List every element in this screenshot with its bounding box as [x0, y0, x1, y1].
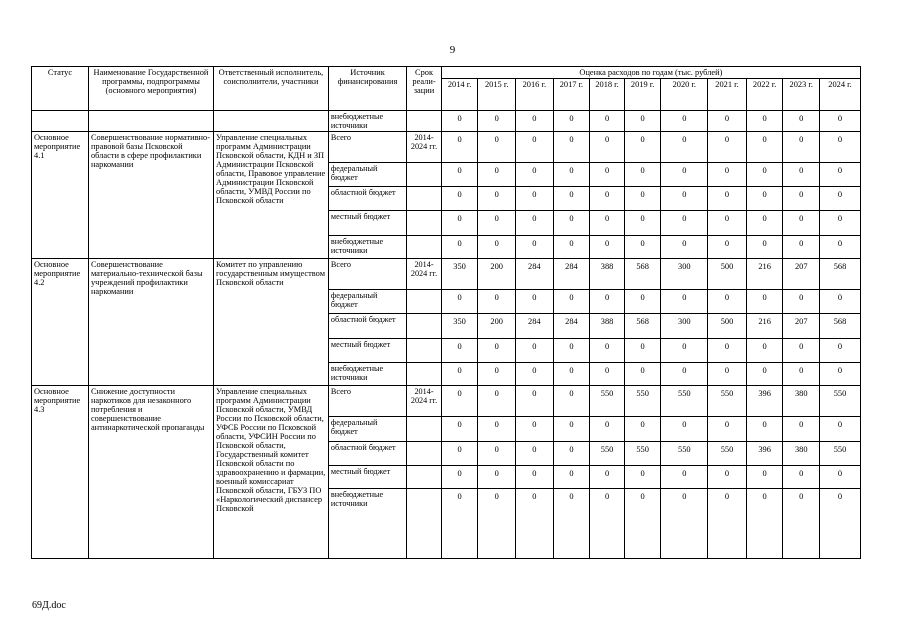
- value-cell: 0: [661, 236, 708, 259]
- responsible-cell: [214, 111, 329, 132]
- value-cell: 0: [624, 132, 661, 163]
- value-cell: 0: [661, 211, 708, 236]
- header-year: 2018 г.: [590, 79, 625, 111]
- value-cell: 216: [746, 314, 783, 339]
- value-cell: 0: [661, 417, 708, 442]
- period-cell: [407, 163, 442, 187]
- value-cell: 0: [708, 466, 747, 489]
- period-cell: [407, 489, 442, 559]
- value-cell: 0: [820, 111, 861, 132]
- source-cell: местный бюджет: [328, 211, 406, 236]
- value-cell: 0: [441, 386, 478, 417]
- value-cell: 0: [516, 111, 554, 132]
- value-cell: 0: [441, 211, 478, 236]
- value-cell: 0: [478, 339, 516, 363]
- value-cell: 0: [661, 363, 708, 386]
- period-cell: [407, 211, 442, 236]
- value-cell: 0: [783, 211, 820, 236]
- header-year: 2021 г.: [708, 79, 747, 111]
- value-cell: 380: [783, 386, 820, 417]
- value-cell: 0: [746, 132, 783, 163]
- value-cell: 550: [624, 386, 661, 417]
- value-cell: 0: [708, 489, 747, 559]
- value-cell: 0: [708, 111, 747, 132]
- value-cell: 0: [478, 442, 516, 466]
- source-cell: областной бюджет: [328, 442, 406, 466]
- value-cell: 0: [590, 489, 625, 559]
- header-period: Срок реали-зации: [407, 67, 442, 111]
- value-cell: 0: [708, 211, 747, 236]
- value-cell: 0: [624, 211, 661, 236]
- value-cell: 0: [590, 187, 625, 211]
- value-cell: 0: [624, 363, 661, 386]
- status-cell: [32, 111, 89, 132]
- value-cell: 0: [553, 187, 590, 211]
- value-cell: 0: [624, 187, 661, 211]
- value-cell: 0: [746, 290, 783, 314]
- name-cell: Совершенствование нормативно-правовой базы Псковской области в сфере профилактики наркомании: [88, 132, 213, 259]
- period-cell: 2014-2024 гг.: [407, 132, 442, 163]
- value-cell: 0: [783, 466, 820, 489]
- value-cell: 0: [478, 489, 516, 559]
- value-cell: 0: [478, 290, 516, 314]
- value-cell: 0: [516, 187, 554, 211]
- value-cell: 568: [624, 314, 661, 339]
- value-cell: 0: [478, 386, 516, 417]
- source-cell: федеральный бюджет: [328, 417, 406, 442]
- value-cell: 0: [441, 163, 478, 187]
- period-cell: [407, 236, 442, 259]
- value-cell: 0: [624, 466, 661, 489]
- value-cell: 0: [553, 442, 590, 466]
- value-cell: 0: [820, 163, 861, 187]
- period-cell: [407, 466, 442, 489]
- period-cell: [407, 417, 442, 442]
- value-cell: 0: [553, 211, 590, 236]
- value-cell: 0: [590, 211, 625, 236]
- value-cell: 0: [441, 132, 478, 163]
- name-cell: [88, 111, 213, 132]
- value-cell: 0: [516, 386, 554, 417]
- period-cell: [407, 314, 442, 339]
- value-cell: 0: [478, 466, 516, 489]
- header-year: 2023 г.: [783, 79, 820, 111]
- header-year: 2022 г.: [746, 79, 783, 111]
- value-cell: 200: [478, 314, 516, 339]
- header-year: 2015 г.: [478, 79, 516, 111]
- value-cell: 0: [516, 211, 554, 236]
- value-cell: 0: [746, 466, 783, 489]
- value-cell: 0: [624, 417, 661, 442]
- source-cell: федеральный бюджет: [328, 163, 406, 187]
- value-cell: 0: [590, 163, 625, 187]
- value-cell: 0: [441, 290, 478, 314]
- value-cell: 300: [661, 259, 708, 290]
- value-cell: 0: [746, 417, 783, 442]
- value-cell: 0: [820, 489, 861, 559]
- value-cell: 0: [590, 132, 625, 163]
- value-cell: 0: [553, 236, 590, 259]
- value-cell: 0: [478, 132, 516, 163]
- header-year: 2016 г.: [516, 79, 554, 111]
- value-cell: 0: [553, 111, 590, 132]
- header-year: 2014 г.: [441, 79, 478, 111]
- value-cell: 0: [661, 132, 708, 163]
- value-cell: 0: [478, 363, 516, 386]
- period-cell: [407, 339, 442, 363]
- value-cell: 0: [746, 163, 783, 187]
- value-cell: 0: [516, 466, 554, 489]
- value-cell: 0: [820, 211, 861, 236]
- value-cell: 207: [783, 314, 820, 339]
- value-cell: 0: [478, 163, 516, 187]
- source-cell: внебюджетные источники: [328, 489, 406, 559]
- value-cell: 0: [516, 132, 554, 163]
- value-cell: 0: [661, 466, 708, 489]
- value-cell: 0: [516, 290, 554, 314]
- value-cell: 0: [553, 132, 590, 163]
- value-cell: 0: [441, 442, 478, 466]
- responsible-cell: Комитет по управлению государственным имуществом Псковской области: [214, 259, 329, 386]
- table-row: [32, 132, 861, 163]
- source-cell: местный бюджет: [328, 466, 406, 489]
- period-cell: [407, 442, 442, 466]
- value-cell: 284: [553, 259, 590, 290]
- value-cell: 0: [516, 442, 554, 466]
- value-cell: 0: [820, 466, 861, 489]
- value-cell: 0: [478, 187, 516, 211]
- header-responsible: Ответственный исполнитель, соисполнители, участники: [214, 67, 329, 111]
- value-cell: 0: [661, 111, 708, 132]
- value-cell: 0: [590, 236, 625, 259]
- value-cell: 0: [478, 211, 516, 236]
- value-cell: 0: [661, 290, 708, 314]
- header-year: 2017 г.: [553, 79, 590, 111]
- value-cell: 0: [590, 417, 625, 442]
- value-cell: 0: [708, 290, 747, 314]
- value-cell: 500: [708, 314, 747, 339]
- value-cell: 0: [516, 489, 554, 559]
- value-cell: 0: [516, 417, 554, 442]
- header-year: 2019 г.: [624, 79, 661, 111]
- value-cell: 568: [624, 259, 661, 290]
- value-cell: 0: [516, 236, 554, 259]
- value-cell: 350: [441, 259, 478, 290]
- value-cell: 0: [553, 417, 590, 442]
- value-cell: 396: [746, 386, 783, 417]
- value-cell: 388: [590, 314, 625, 339]
- value-cell: 550: [820, 442, 861, 466]
- value-cell: 0: [746, 339, 783, 363]
- source-cell: Всего: [328, 259, 406, 290]
- source-cell: областной бюджет: [328, 314, 406, 339]
- period-cell: [407, 111, 442, 132]
- value-cell: 0: [708, 163, 747, 187]
- value-cell: 0: [441, 489, 478, 559]
- value-cell: 0: [590, 466, 625, 489]
- value-cell: 0: [746, 187, 783, 211]
- value-cell: 350: [441, 314, 478, 339]
- value-cell: 0: [441, 187, 478, 211]
- value-cell: 200: [478, 259, 516, 290]
- table-row: [32, 111, 861, 132]
- value-cell: 550: [661, 442, 708, 466]
- name-cell: Совершенствование материально-технической базы учреждений профилактики наркомании: [88, 259, 213, 386]
- table-row: [32, 386, 861, 417]
- value-cell: 550: [624, 442, 661, 466]
- value-cell: 550: [708, 386, 747, 417]
- value-cell: 0: [783, 236, 820, 259]
- value-cell: 0: [624, 290, 661, 314]
- value-cell: 0: [820, 187, 861, 211]
- value-cell: 0: [553, 290, 590, 314]
- value-cell: 0: [516, 339, 554, 363]
- value-cell: 0: [624, 489, 661, 559]
- value-cell: 0: [661, 187, 708, 211]
- value-cell: 0: [661, 489, 708, 559]
- value-cell: 0: [708, 236, 747, 259]
- value-cell: 0: [441, 466, 478, 489]
- value-cell: 0: [516, 363, 554, 386]
- value-cell: 284: [516, 314, 554, 339]
- header-row-top: [32, 67, 861, 79]
- value-cell: 0: [783, 489, 820, 559]
- header-source: Источник финансирования: [328, 67, 406, 111]
- value-cell: 0: [624, 163, 661, 187]
- value-cell: 0: [478, 236, 516, 259]
- page-number: 9: [449, 44, 456, 56]
- value-cell: 284: [516, 259, 554, 290]
- value-cell: 0: [746, 111, 783, 132]
- status-cell: Основное мероприятие 4.3: [32, 386, 89, 559]
- value-cell: 0: [590, 339, 625, 363]
- value-cell: 550: [820, 386, 861, 417]
- value-cell: 0: [746, 363, 783, 386]
- value-cell: 300: [661, 314, 708, 339]
- value-cell: 0: [746, 211, 783, 236]
- value-cell: 0: [553, 466, 590, 489]
- value-cell: 550: [590, 442, 625, 466]
- value-cell: 0: [553, 363, 590, 386]
- header-year: 2020 г.: [661, 79, 708, 111]
- value-cell: 0: [783, 187, 820, 211]
- value-cell: 0: [441, 339, 478, 363]
- responsible-cell: Управление специальных программ Администрации Псковской области, УМВД России по Псковской области, УФСБ России по Псковской области, УФСИН России по Псковской области, Государственный комитет Псковской области по здравоохранению и фармации, военный комиссариат Псковской области, ГБУЗ ПО «Наркологический диспансер Псковской: [214, 386, 329, 559]
- responsible-cell: Управление специальных программ Администрации Псковской области, КДН и ЗП Администрации Псковской области, Правовое управление Администрации Псковской области, УМВД России по Псковской области: [214, 132, 329, 259]
- source-cell: федеральный бюджет: [328, 290, 406, 314]
- value-cell: 0: [783, 290, 820, 314]
- value-cell: 380: [783, 442, 820, 466]
- value-cell: 0: [441, 111, 478, 132]
- value-cell: 0: [441, 417, 478, 442]
- period-cell: [407, 187, 442, 211]
- value-cell: 550: [661, 386, 708, 417]
- value-cell: 0: [783, 417, 820, 442]
- source-cell: внебюджетные источники: [328, 363, 406, 386]
- value-cell: 207: [783, 259, 820, 290]
- value-cell: 0: [516, 163, 554, 187]
- value-cell: 0: [820, 417, 861, 442]
- value-cell: 0: [820, 339, 861, 363]
- expenditure-table: [31, 66, 861, 559]
- source-cell: местный бюджет: [328, 339, 406, 363]
- value-cell: 0: [661, 163, 708, 187]
- value-cell: 0: [708, 363, 747, 386]
- value-cell: 0: [624, 339, 661, 363]
- value-cell: 0: [783, 363, 820, 386]
- header-status: Статус: [32, 67, 89, 111]
- source-cell: Всего: [328, 386, 406, 417]
- period-cell: 2014-2024 гг.: [407, 386, 442, 417]
- value-cell: 0: [441, 363, 478, 386]
- value-cell: 0: [708, 132, 747, 163]
- value-cell: 0: [590, 290, 625, 314]
- value-cell: 0: [746, 489, 783, 559]
- value-cell: 0: [708, 417, 747, 442]
- value-cell: 0: [820, 290, 861, 314]
- period-cell: [407, 290, 442, 314]
- header-name: Наименование Государственной программы, подпрограммы (основного мероприятия): [88, 67, 213, 111]
- period-cell: [407, 363, 442, 386]
- value-cell: 568: [820, 314, 861, 339]
- value-cell: 388: [590, 259, 625, 290]
- value-cell: 0: [478, 417, 516, 442]
- header-year: 2024 г.: [820, 79, 861, 111]
- status-cell: Основное мероприятие 4.1: [32, 132, 89, 259]
- value-cell: 0: [708, 187, 747, 211]
- value-cell: 0: [783, 132, 820, 163]
- source-cell: внебюджетные источники: [328, 236, 406, 259]
- value-cell: 0: [820, 236, 861, 259]
- header-estimate: Оценка расходов по годам (тыс. рублей): [441, 67, 860, 79]
- value-cell: 0: [441, 236, 478, 259]
- value-cell: 216: [746, 259, 783, 290]
- value-cell: 0: [708, 339, 747, 363]
- value-cell: 0: [553, 386, 590, 417]
- name-cell: Снижение доступности наркотиков для незаконного потребления и совершенствование антинаркотической пропаганды: [88, 386, 213, 559]
- value-cell: 0: [553, 163, 590, 187]
- status-cell: Основное мероприятие 4.2: [32, 259, 89, 386]
- value-cell: 0: [553, 489, 590, 559]
- value-cell: 0: [783, 163, 820, 187]
- value-cell: 0: [624, 111, 661, 132]
- source-cell: областной бюджет: [328, 187, 406, 211]
- source-cell: внебюджетные источники: [328, 111, 406, 132]
- value-cell: 284: [553, 314, 590, 339]
- source-cell: Всего: [328, 132, 406, 163]
- value-cell: 550: [708, 442, 747, 466]
- footer-filename: 69Д.doc: [32, 600, 66, 611]
- value-cell: 0: [590, 363, 625, 386]
- value-cell: 0: [783, 339, 820, 363]
- value-cell: 0: [820, 132, 861, 163]
- value-cell: 0: [553, 339, 590, 363]
- value-cell: 0: [746, 236, 783, 259]
- value-cell: 0: [820, 363, 861, 386]
- value-cell: 0: [661, 339, 708, 363]
- period-cell: 2014-2024 гг.: [407, 259, 442, 290]
- value-cell: 550: [590, 386, 625, 417]
- table-row: [32, 259, 861, 290]
- value-cell: 0: [783, 111, 820, 132]
- value-cell: 396: [746, 442, 783, 466]
- value-cell: 0: [590, 111, 625, 132]
- value-cell: 500: [708, 259, 747, 290]
- value-cell: 0: [624, 236, 661, 259]
- value-cell: 568: [820, 259, 861, 290]
- value-cell: 0: [478, 111, 516, 132]
